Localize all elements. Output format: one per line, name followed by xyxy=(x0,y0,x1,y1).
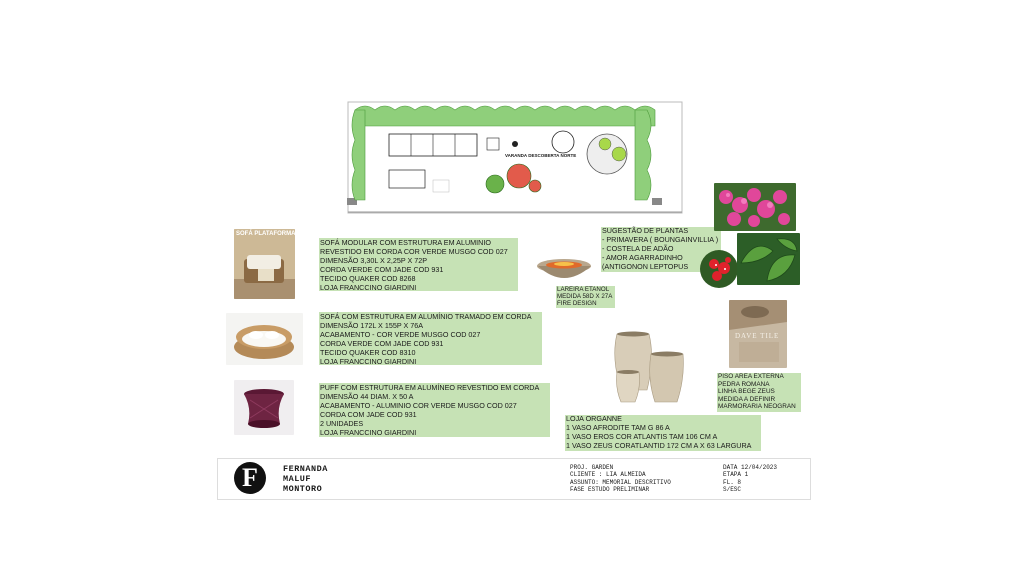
spec-line: ACABAMENTO - ALUMINIO COR VERDE MUSGO COD 027 xyxy=(320,400,517,410)
spec-line: DIMENSÃO 3,30L X 2,25P X 72P xyxy=(320,255,428,265)
spec-line: FIRE DESIGN xyxy=(557,300,597,308)
fl: FL. 8 xyxy=(723,478,742,486)
name-line: FERNANDA xyxy=(283,464,328,474)
spec-line: DIMENSÃO 44 DIAM. X 50 A xyxy=(320,391,414,401)
spec-line: SOFÁ COM ESTRUTURA EM ALUMÍNIO TRAMADO EM CORDA xyxy=(320,312,532,321)
spec-line: MARMORARIA NEOGRAN xyxy=(718,403,796,411)
spec-line: 1 VASO EROS COR ATLANTIS TAM 106 CM A xyxy=(566,431,718,441)
sofa-modular-spec xyxy=(319,238,518,291)
cliente: CLIENTE : LIA ALMEIDA xyxy=(570,471,646,479)
sofa-platform-photo xyxy=(234,229,295,299)
sofa-platform-label: SOFÁ PLATAFORMA xyxy=(236,231,295,237)
plan-label: VARANDA DESCOBERTA NORTE xyxy=(505,153,577,158)
spec-line: 1 VASO AFRODITE TAM G 86 A xyxy=(566,422,670,432)
spec-line: - AMOR AGARRADINHO xyxy=(602,252,683,262)
spec-line: ACABAMENTO - COR VERDE MUSGO COD 027 xyxy=(320,329,481,339)
spec-line: LOJA FRANCCINO GIARDINI xyxy=(320,427,417,437)
sheet-info xyxy=(723,464,777,493)
vases-photo xyxy=(611,328,685,404)
monstera-photo xyxy=(737,233,800,285)
spec-line: CORDA VERDE COM JADE COD 931 xyxy=(320,338,444,348)
spec-line: TECIDO QUAKER COD 8268 xyxy=(320,273,416,283)
spec-line: SOFÁ MODULAR COM ESTRUTURA EM ALUMINIO xyxy=(320,238,491,247)
logo-letter: F xyxy=(242,463,258,492)
spec-line: LOJA FRANCCINO GIARDINI xyxy=(320,282,417,292)
spec-line: (ANTIGONON LEPTOPUS xyxy=(602,261,689,271)
name-line: MALUF xyxy=(283,474,312,484)
fase: FASE ESTUDO PRELIMINAR xyxy=(570,485,650,493)
spec-line: MEDIDA A DEFINIR xyxy=(718,395,776,403)
spec-line: REVESTIDO EM CORDA COR VERDE MUSGO COD 027 xyxy=(320,246,508,256)
spec-line: LAREIRA ETANOL xyxy=(557,286,610,293)
spec-line: LOJA FRANCCINO GIARDINI xyxy=(320,356,417,366)
spec-line: SUGESTÃO DE PLANTAS xyxy=(602,226,689,235)
spec-line: CORDA VERDE COM JADE COD 931 xyxy=(320,264,444,274)
spec-line: PISO AREA EXTERNA xyxy=(718,373,784,380)
spec-line: LOJA ORGANNE xyxy=(566,414,622,423)
assunto: ASSUNTO: MEMORIAL DESCRITIVO xyxy=(570,478,671,486)
spec-line: DIMENSÃO 172L X 155P X 76A xyxy=(320,320,424,330)
spec-line: CORDA COM JADE COD 931 xyxy=(320,409,417,419)
spec-line: TECIDO QUAKER COD 8310 xyxy=(320,347,416,357)
floor-plan xyxy=(347,98,685,215)
fireplace-photo xyxy=(536,254,593,284)
puff-spec xyxy=(319,383,550,437)
spec-line: LINHA BEGE ZEUS xyxy=(718,388,775,396)
spec-line: - PRIMAVERA ( BOUNGAINVILLIA ) xyxy=(602,234,719,244)
esc: S/ESC xyxy=(723,485,742,493)
floor-spec xyxy=(717,373,801,412)
spec-line: MEDIDA 58D X 27A xyxy=(557,293,613,301)
vases-spec xyxy=(565,415,761,451)
proj: PROJ. GARDEN xyxy=(570,464,614,471)
bougainvillea-photo xyxy=(714,183,796,231)
sofa-tramado-photo xyxy=(226,313,303,365)
tile-label: DAVE TILE xyxy=(735,332,780,340)
spec-line: 1 VASO ZEUS CORATLANTID 172 CM A X 63 LARGURA xyxy=(566,440,752,450)
etapa: ETAPA 1 xyxy=(723,471,749,479)
project-info xyxy=(570,464,671,493)
name-line: MONTORO xyxy=(283,484,323,494)
logo xyxy=(234,462,266,494)
spec-line: - COSTELA DE ADÃO xyxy=(602,243,674,253)
sofa-tramado-spec xyxy=(319,312,542,365)
data: DATA 12/04/2023 xyxy=(723,464,778,471)
spec-line: PUFF COM ESTRUTURA EM ALUMÍNEO REVESTIDO EM CORDA xyxy=(320,383,540,392)
fireplace-spec xyxy=(556,286,615,308)
designer-name xyxy=(283,464,328,494)
antigonon-photo xyxy=(700,250,738,288)
puff-photo xyxy=(234,380,294,435)
spec-line: PEDRA ROMANA xyxy=(718,380,770,388)
title-block xyxy=(217,458,811,500)
spec-line: 2 UNIDADES xyxy=(320,418,364,428)
tile-photo xyxy=(729,300,787,368)
